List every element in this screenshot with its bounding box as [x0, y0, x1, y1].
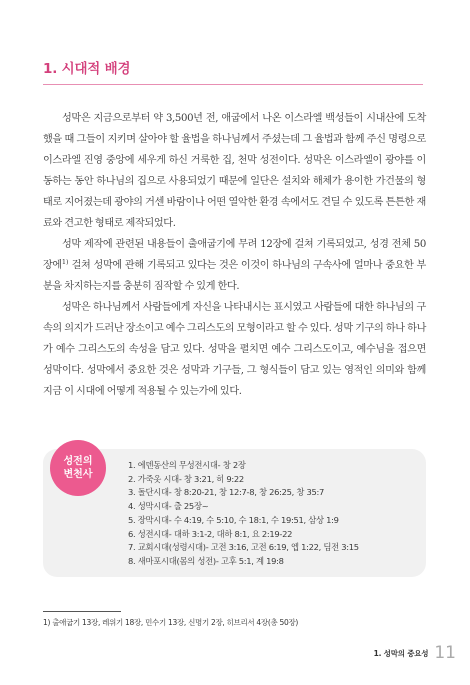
- list-item: 1. 에덴동산의 무성전시대- 창 2장: [128, 460, 246, 470]
- temple-history-list: [128, 459, 359, 569]
- body-text: [43, 108, 426, 402]
- page-footer: [374, 643, 456, 663]
- badge-line-1: 성전의: [63, 456, 93, 467]
- list-item: 6. 성전시대- 대하 3:1-2, 대하 8:1, 요 2:19-22: [128, 528, 293, 539]
- footnote-marker: 1): [43, 618, 51, 627]
- list-item: 8. 새마포시대(몸의 성전)- 고후 5:1, 계 19:8: [128, 555, 284, 566]
- badge-line-2: 변천사: [63, 469, 93, 480]
- paragraph-3: 성막은 하나님께서 사람들에게 자신을 나타내시는 표시였고 사람들에 대한 하나님의 구속의 의지가 드러난 장소이고 예수 그리스도의 모형이라고 할 수 있다. 성막 기구의 하나 하나가 예수 그리스도의 속성을 담고 있다. 성막을 펼치면 예수 그리스도이고, 예수님을 접으면 성막이다. 성막에서 중요한 것은 성막과 기구들, 그 형식들이 담고 있는 영적인 의미와 함께 지금 이 시대에 어떻게 적용될 수 있는가에 있다.: [43, 302, 426, 397]
- paragraph-2-text-start: 성막 제작에 관련된 내용들이 출애굽기에 무려 12장에 걸쳐 기록되었고, 성경 전체 50장에: [43, 239, 426, 271]
- section-heading-block: [43, 57, 423, 85]
- heading-underline: [43, 84, 423, 85]
- temple-history-box: [43, 449, 426, 577]
- page-number: 11: [434, 643, 456, 663]
- list-item: 7. 교회시대(성령시대)- 고전 3:16, 고전 6:19, 엡 1:22, 딤전 3:15: [128, 542, 359, 553]
- running-head: 1. 성막의 중요성: [373, 648, 429, 658]
- paragraph-2: [43, 234, 426, 297]
- list-item: 5. 장막시대- 수 4:19, 수 5:10, 수 18:1, 수 19:51, 삼상 1:9: [128, 514, 339, 525]
- list-item: 3. 돌단시대- 창 8:20-21, 창 12:7-8, 창 26:25, 창 35:7: [128, 487, 324, 498]
- list-item: 4. 성막시대- 출 25장~: [128, 501, 209, 512]
- temple-history-badge: [50, 440, 106, 496]
- footnote-ref[interactable]: 1): [61, 258, 69, 266]
- footnote-divider: [43, 611, 121, 612]
- list-item: 2. 가죽옷 시대- 창 3:21, 히 9:22: [128, 473, 244, 484]
- section-heading: 1. 시대적 배경: [43, 61, 131, 77]
- footnote: [43, 617, 298, 628]
- paragraph-2-text-end: 걸쳐 성막에 관해 기록되고 있다는 것은 이것이 하나님의 구속사에 얼마나 중요한 부분을 차지하는지를 충분히 짐작할 수 있게 한다.: [43, 260, 426, 292]
- paragraph-1: 성막은 지금으로부터 약 3,500년 전, 애굽에서 나온 이스라엘 백성들이 시내산에 도착했을 때 그들이 지키며 살아야 할 율법을 하나님께서 주셨는데 그 율법과 함께 주신 명령으로 이스라엘 진영 중앙에 세우게 하신 거룩한 집, 천막 성전이다. 성막은 이스라엘이 광야를 이동하는 동안 하나님의 집으로 사용되었기 때문에 일단은 설치와 해체가 용이한 가건물의 형태로 지어졌는데 광야의 거센 바람이나 어떤 열악한 환경 속에서도 견딜 수 있도록 튼튼한 재료와 견고한 형태로 제작되었다.: [43, 113, 426, 229]
- footnote-text: 출애굽기 13장, 레위기 18장, 민수기 13장, 신명기 2장, 히브리서 4장(총 50장): [50, 618, 299, 627]
